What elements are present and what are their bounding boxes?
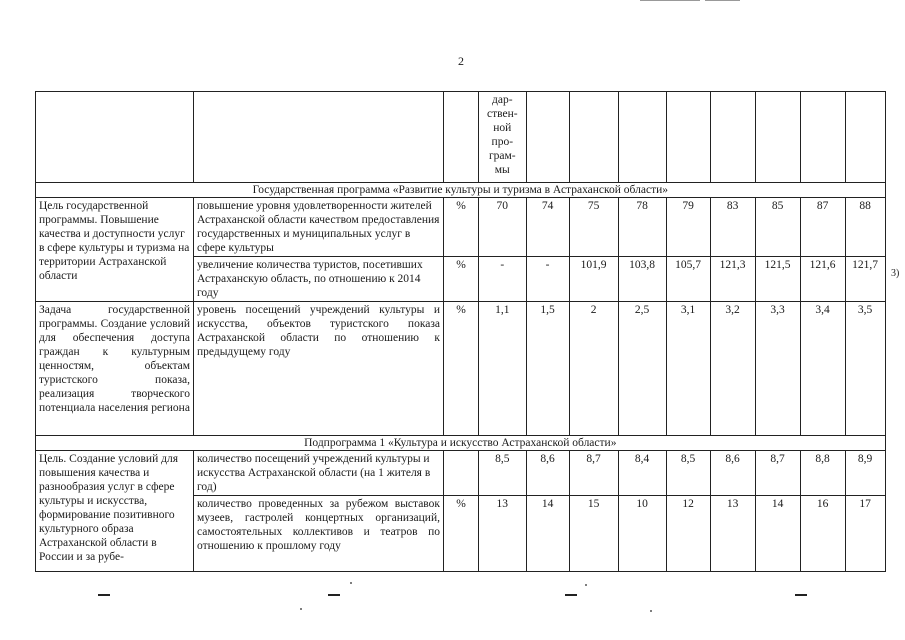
- task-cell: Задача государственной программы. Создание условий для обеспечения доступа граждан к культурным ценностям, объектам туристского показа, реализация творческого потенциала населения региона: [36, 302, 194, 436]
- scan-speck: [300, 608, 302, 610]
- section-row-sp1: [36, 436, 886, 451]
- scan-mark: [328, 594, 340, 596]
- section-title-gp: Государственная программа «Развитие культуры и туризма в Астраханской области»: [36, 183, 886, 198]
- header-empty-3: [444, 92, 479, 183]
- section-title-sp1: Подпрограмма 1 «Культура и искусство Астраханской области»: [36, 436, 886, 451]
- goal-cell: Цель государственной программы. Повышение качества и доступности услуг в сфере культуры и туризма на территории Астраханской области: [36, 198, 194, 302]
- table-row: количество проведенных за рубежом выставок музеев, гастролей концертных организаций, самостоятельных коллективов и театров по отношению к прошлому году % 13 14 15 10 12 13 14 16 17: [36, 496, 886, 572]
- indicator-cell: увеличение количества туристов, посетивших Астраханскую область, по отношению к 2014 году: [194, 257, 444, 302]
- indicator-cell: уровень посещений учреждений культуры и искусства, объектов туристского показа Астраханской области по отношению к предыдущему году: [194, 302, 444, 436]
- indicator-cell: повышение уровня удовлетворенности жителей Астраханской области качеством предоставления государственных и муниципальных услуг в сфере культуры: [194, 198, 444, 257]
- scan-speck: [585, 584, 587, 586]
- scan-top-mark: [640, 0, 700, 1]
- indicator-cell: количество посещений учреждений культуры и искусства Астраханской области (на 1 жителя в год): [194, 451, 444, 496]
- header-row: [36, 92, 886, 183]
- table-row: Задача государственной программы. Создание условий для обеспечения доступа граждан к культурным ценностям, объектам туристского показа, реализация творческого потенциала населения региона уровень посещений учреждений культуры и искусства, объектов туристского показа Астраханской области по отношению к предыдущему году % 1,1 1,5 2 2,5 3,1 3,2 3,3 3,4 3,5: [36, 302, 886, 436]
- page-number: 2: [458, 54, 464, 68]
- header-empty-1: [36, 92, 194, 183]
- table-row: увеличение количества туристов, посетивших Астраханскую область, по отношению к 2014 году % - - 101,9 103,8 105,7 121,3 121,5 121,6 121,7: [36, 257, 886, 302]
- scan-mark: [795, 594, 807, 596]
- margin-note: 3): [891, 268, 900, 279]
- indicators-table: [35, 91, 886, 572]
- header-empty-2: [194, 92, 444, 183]
- scan-mark: [98, 594, 110, 596]
- section-row-gp: [36, 183, 886, 198]
- indicator-cell: количество проведенных за рубежом выставок музеев, гастролей концертных организаций, самостоятельных коллективов и театров по отношению к прошлому году: [194, 496, 444, 572]
- scan-speck: [650, 610, 652, 612]
- sp-goal-cell: Цель. Создание условий для повышения качества и разнообразия услуг в сфере культуры и искусства, формирование позитивного культурного образа Астраханской области в России и за рубе-: [36, 451, 194, 572]
- table-row: Цель государственной программы. Повышение качества и доступности услуг в сфере культуры и туризма на территории Астраханской области повышение уровня удовлетворенности жителей Астраханской области качеством предоставления государственных и муниципальных услуг в сфере культуры % 70 74 75 78 79 83 85 87 88: [36, 198, 886, 257]
- scan-mark: [565, 594, 577, 596]
- header-program-cell: дар-ствен-ной про-грам-мы: [479, 92, 527, 183]
- scan-top-mark-2: [705, 0, 740, 1]
- table-row: Цель. Создание условий для повышения качества и разнообразия услуг в сфере культуры и искусства, формирование позитивного культурного образа Астраханской области в России и за рубе- количество посещений учреждений культуры и искусства Астраханской области (на 1 жителя в год) 8,5 8,6 8,7 8,4 8,5 8,6 8,7 8,8 8,9: [36, 451, 886, 496]
- scan-speck: [350, 582, 352, 584]
